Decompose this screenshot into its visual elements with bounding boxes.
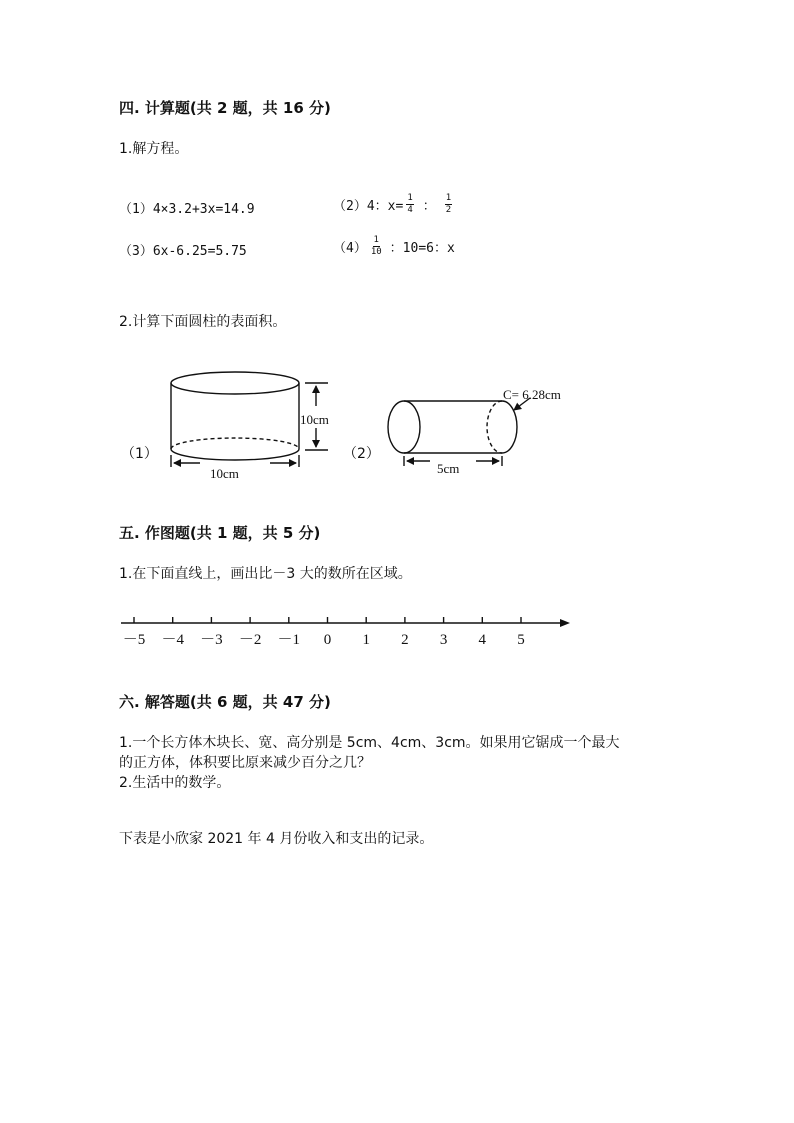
- number-line-label: 3: [439, 632, 448, 648]
- section5-q1: 1.在下面直线上，画出比－3 大的数所在区域。: [119, 566, 412, 582]
- cylinder-2-circumference-label: C= 6.28cm: [503, 387, 561, 402]
- fraction-denominator: 4: [407, 205, 413, 215]
- equation-1: （1）4×3.2+3x=14.9: [119, 202, 255, 217]
- number-line-label: －1: [277, 632, 301, 648]
- number-line-label: 5: [517, 632, 525, 648]
- figure-2-label: （2）: [343, 446, 380, 462]
- section6-q1-line2: 的正方体，体积要比原来减少百分之几？: [119, 755, 371, 771]
- q2-label: 2.计算下面圆柱的表面积。: [119, 314, 287, 330]
- cylinder-1-height-label: 10cm: [300, 412, 329, 427]
- section6-q2: 2.生活中的数学。: [119, 775, 231, 791]
- number-line-label: 1: [362, 632, 370, 648]
- fraction-numerator: 1: [373, 235, 379, 245]
- equation-2-prefix: （2）4：x=: [333, 199, 404, 214]
- equation-4-suffix: ：10=6：x: [389, 241, 455, 256]
- section6-q2-intro: 下表是小欣家 2021 年 4 月份收入和支出的记录。: [119, 831, 434, 847]
- number-line-label: 0: [323, 632, 332, 648]
- fraction-numerator: 1: [407, 193, 413, 203]
- number-line-label: －4: [161, 632, 184, 648]
- cylinder-2-length-label: 5cm: [437, 461, 460, 476]
- equation-3: （3）6x-6.25=5.75: [119, 244, 247, 259]
- fraction-denominator: 2: [445, 205, 452, 215]
- ratio-separator: ：: [422, 199, 436, 214]
- section6-title: 六. 解答题(共 6 题，共 47 分): [119, 693, 331, 711]
- equation-4-prefix: （4）: [333, 241, 367, 256]
- section4-title: 四. 计算题(共 2 题，共 16 分): [119, 99, 331, 117]
- number-line-label: 4: [478, 632, 487, 648]
- number-line-label: －5: [122, 632, 146, 648]
- number-line-label: 2: [401, 632, 409, 648]
- fraction-numerator: 1: [445, 193, 452, 203]
- fraction-denominator: 10: [370, 247, 382, 257]
- number-line-label: －2: [238, 632, 262, 648]
- section5-title: 五. 作图题(共 1 题，共 5 分): [119, 524, 321, 542]
- section6-q1-line1: 1.一个长方体木块长、宽、高分别是 5cm、4cm、3cm。如果用它锯成一个最大: [119, 735, 620, 751]
- q1-label: 1.解方程。: [119, 141, 189, 157]
- figure-1-label: （1）: [121, 446, 158, 462]
- cylinder-1-diameter-label: 10cm: [210, 466, 239, 481]
- number-line-arrow: [560, 619, 570, 627]
- number-line-label: －3: [200, 632, 223, 648]
